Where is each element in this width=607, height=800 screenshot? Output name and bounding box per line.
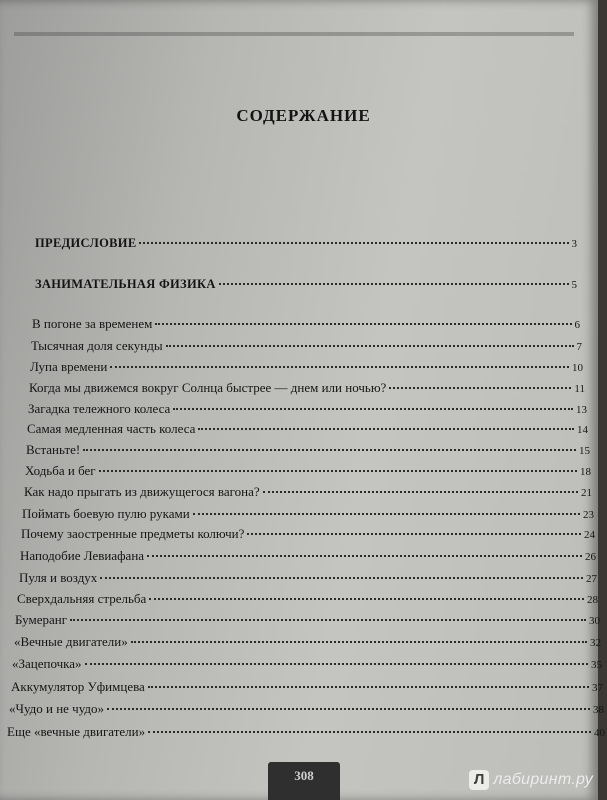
toc-entry-page: 40 bbox=[594, 727, 605, 739]
toc-entry-title: Тысячная доля секунды bbox=[31, 338, 163, 353]
toc-entry bbox=[19, 570, 597, 586]
toc-entry-page: 30 bbox=[589, 615, 600, 627]
toc-entry bbox=[27, 421, 588, 437]
toc-entry-title: «Вечные двигатели» bbox=[14, 634, 128, 649]
toc-section-heading bbox=[35, 236, 577, 251]
toc-entry bbox=[20, 548, 596, 564]
toc-entry-page: 6 bbox=[574, 319, 580, 331]
toc-entry-page: 27 bbox=[586, 573, 597, 585]
toc-entry bbox=[30, 359, 583, 375]
dot-leader bbox=[198, 428, 574, 430]
toc-entry bbox=[9, 701, 604, 717]
dot-leader bbox=[219, 283, 569, 285]
toc-entry-title: Ходьба и бег bbox=[25, 463, 96, 478]
page-number: 308 bbox=[294, 768, 314, 783]
toc-entry-page: 10 bbox=[572, 362, 583, 374]
toc-entry bbox=[22, 506, 594, 522]
toc-entry bbox=[32, 316, 580, 332]
toc-entry-page: 38 bbox=[593, 704, 604, 716]
toc-entry-title: Пуля и воздух bbox=[19, 570, 98, 585]
toc-entry bbox=[25, 463, 591, 479]
dot-leader bbox=[83, 449, 576, 451]
dot-leader bbox=[85, 663, 588, 665]
toc-entry-page: 23 bbox=[583, 509, 594, 521]
toc-entry bbox=[28, 401, 587, 417]
toc-entry-page: 21 bbox=[581, 487, 592, 499]
dot-leader bbox=[389, 387, 571, 389]
toc-entry bbox=[12, 656, 602, 672]
dot-leader bbox=[148, 731, 591, 733]
dot-leader bbox=[131, 641, 587, 643]
toc-entry-title: Аккумулятор Уфимцева bbox=[11, 679, 145, 694]
toc-entry bbox=[17, 591, 598, 607]
toc-entry-title: Как надо прыгать из движущегося вагона? bbox=[24, 484, 260, 499]
dot-leader bbox=[148, 686, 589, 688]
toc-entry-title: ЗАНИМАТЕЛЬНАЯ ФИЗИКА bbox=[35, 277, 216, 291]
toc-entry-page: 11 bbox=[574, 383, 585, 395]
toc-entry-title: Почему заостренные предметы колючи? bbox=[21, 526, 245, 541]
toc-entry-page: 5 bbox=[571, 279, 577, 291]
toc-entry-title: Встаньте! bbox=[26, 442, 81, 457]
toc-entry-title: Еще «вечные двигатели» bbox=[7, 724, 146, 739]
dot-leader bbox=[166, 345, 574, 347]
dot-leader bbox=[173, 408, 573, 410]
toc-entry-title: «Зацепочка» bbox=[12, 656, 82, 671]
toc-entry bbox=[21, 526, 595, 542]
toc-entry bbox=[31, 338, 582, 354]
toc-entry bbox=[7, 724, 605, 740]
dot-leader bbox=[139, 242, 568, 244]
dot-leader bbox=[263, 491, 578, 493]
dot-leader bbox=[100, 577, 583, 579]
toc-entry-title: Поймать боевую пулю руками bbox=[22, 506, 190, 521]
toc-entry-page: 13 bbox=[576, 404, 587, 416]
toc-entry-page: 26 bbox=[585, 551, 596, 563]
toc-entry-page: 37 bbox=[592, 682, 603, 694]
watermark bbox=[469, 770, 593, 790]
dot-leader bbox=[99, 470, 577, 472]
toc-entry bbox=[11, 679, 603, 695]
toc-entry-page: 18 bbox=[580, 466, 591, 478]
toc-entry-title: Лупа времени bbox=[30, 359, 108, 374]
toc-entry-page: 3 bbox=[571, 238, 577, 250]
toc-entry-page: 32 bbox=[590, 637, 601, 649]
dot-leader bbox=[70, 619, 586, 621]
dot-leader bbox=[110, 366, 569, 368]
toc-entry bbox=[29, 380, 585, 396]
toc-entry-page: 7 bbox=[576, 341, 582, 353]
toc-entry bbox=[24, 484, 592, 500]
toc-entry-title: Когда мы движемся вокруг Солнца быстрее — днем или ночью? bbox=[29, 380, 387, 395]
toc-entry-title: Загадка тележного колеса bbox=[28, 401, 171, 416]
dot-leader bbox=[147, 555, 582, 557]
toc-entry-page: 15 bbox=[579, 445, 590, 457]
dot-leader bbox=[149, 598, 584, 600]
labirint-logo-icon: Л bbox=[469, 770, 489, 790]
toc-entry-title: В погоне за временем bbox=[32, 316, 153, 331]
dot-leader bbox=[155, 323, 571, 325]
toc-entry-title: Наподобие Левиафана bbox=[20, 548, 145, 563]
toc-entry-title: Самая медленная часть колеса bbox=[27, 421, 196, 436]
toc-entry-page: 28 bbox=[587, 594, 598, 606]
page-title: СОДЕРЖАНИЕ bbox=[236, 106, 371, 125]
dot-leader bbox=[107, 708, 590, 710]
toc-entry bbox=[15, 612, 600, 628]
toc-entry bbox=[14, 634, 601, 650]
toc-section-heading bbox=[35, 277, 577, 292]
page-number-tab bbox=[268, 762, 340, 800]
watermark-text: лабиринт.ру bbox=[493, 771, 593, 788]
toc-entry-title: Бумеранг bbox=[15, 612, 68, 627]
toc-entry-page: 14 bbox=[577, 424, 588, 436]
dot-leader bbox=[247, 533, 581, 535]
dot-leader bbox=[193, 513, 580, 515]
toc-entry-title: «Чудо и не чудо» bbox=[9, 701, 105, 716]
toc-entry bbox=[26, 442, 590, 458]
toc-entry-title: Сверхдальняя стрельба bbox=[17, 591, 147, 606]
toc-entry-page: 24 bbox=[584, 529, 595, 541]
toc-entry-page: 35 bbox=[591, 659, 602, 671]
toc-entry-title: ПРЕДИСЛОВИЕ bbox=[35, 236, 137, 250]
